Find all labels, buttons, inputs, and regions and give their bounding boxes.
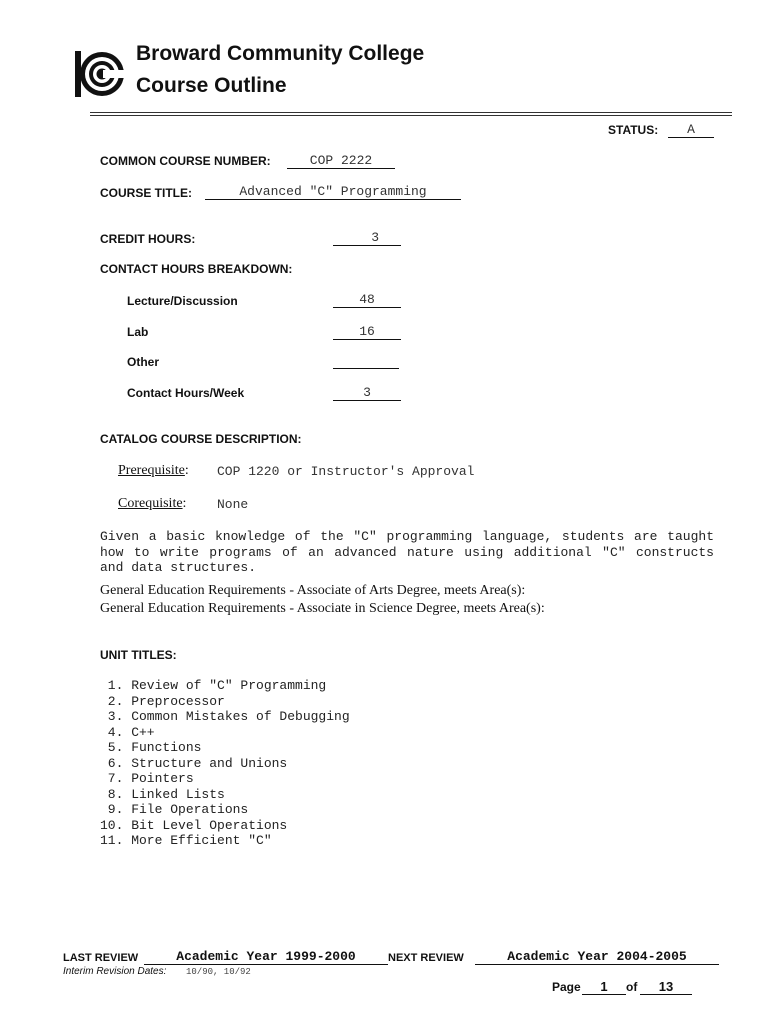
status-value: A	[668, 122, 714, 138]
contact-week-label: Contact Hours/Week	[127, 386, 245, 400]
course-title-value: Advanced "C" Programming	[205, 184, 461, 200]
gen-ed-aa: General Education Requirements - Associate of Arts Degree, meets Area(s):	[100, 583, 526, 598]
prerequisite-value: COP 1220 or Instructor's Approval	[217, 464, 475, 479]
list-item: 6. Structure and Unions	[100, 755, 288, 771]
page-number: 1	[582, 979, 626, 995]
lab-label: Lab	[127, 325, 149, 339]
list-item: 2. Preprocessor	[100, 693, 225, 709]
list-item: 3. Common Mistakes of Debugging	[100, 709, 350, 724]
next-review-label: NEXT REVIEW	[388, 952, 464, 964]
list-item: 8. Linked Lists	[100, 786, 225, 802]
list-item: 4. C++	[100, 724, 155, 740]
list-item: 11. More Efficient "C"	[100, 833, 272, 848]
list-item: 7. Pointers	[100, 771, 194, 786]
other-value	[333, 354, 399, 369]
contact-week-value: 3	[333, 385, 401, 401]
of-label: of	[626, 980, 638, 994]
unit-list	[100, 678, 350, 849]
credit-hours-value: 3	[333, 230, 401, 246]
lab-value: 16	[333, 324, 401, 340]
other-label: Other	[127, 355, 160, 369]
prerequisite-label: Prerequisite:	[118, 463, 189, 478]
course-description: Given a basic knowledge of the "C" programming language, students are taught how to write programs of an advanced nature using additional "C" constructs and data structures.	[100, 529, 714, 575]
document-title: Course Outline	[136, 74, 287, 97]
page-label: Page	[552, 980, 581, 994]
status-label: STATUS:	[608, 123, 659, 137]
bcc-logo-icon	[72, 47, 126, 101]
lecture-label: Lecture/Discussion	[127, 294, 238, 308]
interim-revision-label: Interim Revision Dates:	[63, 966, 167, 977]
next-review-value: Academic Year 2004-2005	[475, 949, 719, 965]
corequisite-label: Corequisite:	[118, 496, 187, 511]
last-review-value: Academic Year 1999-2000	[144, 949, 388, 965]
catalog-description-label: CATALOG COURSE DESCRIPTION:	[100, 432, 302, 446]
contact-hours-label: CONTACT HOURS BREAKDOWN:	[100, 262, 293, 276]
course-number-value: COP 2222	[287, 153, 395, 169]
lecture-value: 48	[333, 292, 401, 308]
list-item: 9. File Operations	[100, 802, 249, 817]
header-divider	[90, 112, 732, 116]
last-review-label: LAST REVIEW	[63, 952, 139, 964]
credit-hours-label: CREDIT HOURS:	[100, 232, 196, 246]
list-item: 10. Bit Level Operations	[100, 817, 288, 833]
corequisite-value: None	[217, 497, 249, 512]
course-number-label: COMMON COURSE NUMBER:	[100, 154, 271, 168]
college-name: Broward Community College	[136, 42, 425, 65]
course-title-label: COURSE TITLE:	[100, 186, 192, 200]
total-pages: 13	[640, 979, 692, 995]
interim-revision-dates: 10/90, 10/92	[186, 967, 251, 977]
unit-titles-label: UNIT TITLES:	[100, 648, 177, 662]
list-item: 1. Review of "C" Programming	[100, 678, 327, 693]
gen-ed-as: General Education Requirements - Associate in Science Degree, meets Area(s):	[100, 601, 545, 616]
list-item: 5. Functions	[100, 740, 202, 755]
